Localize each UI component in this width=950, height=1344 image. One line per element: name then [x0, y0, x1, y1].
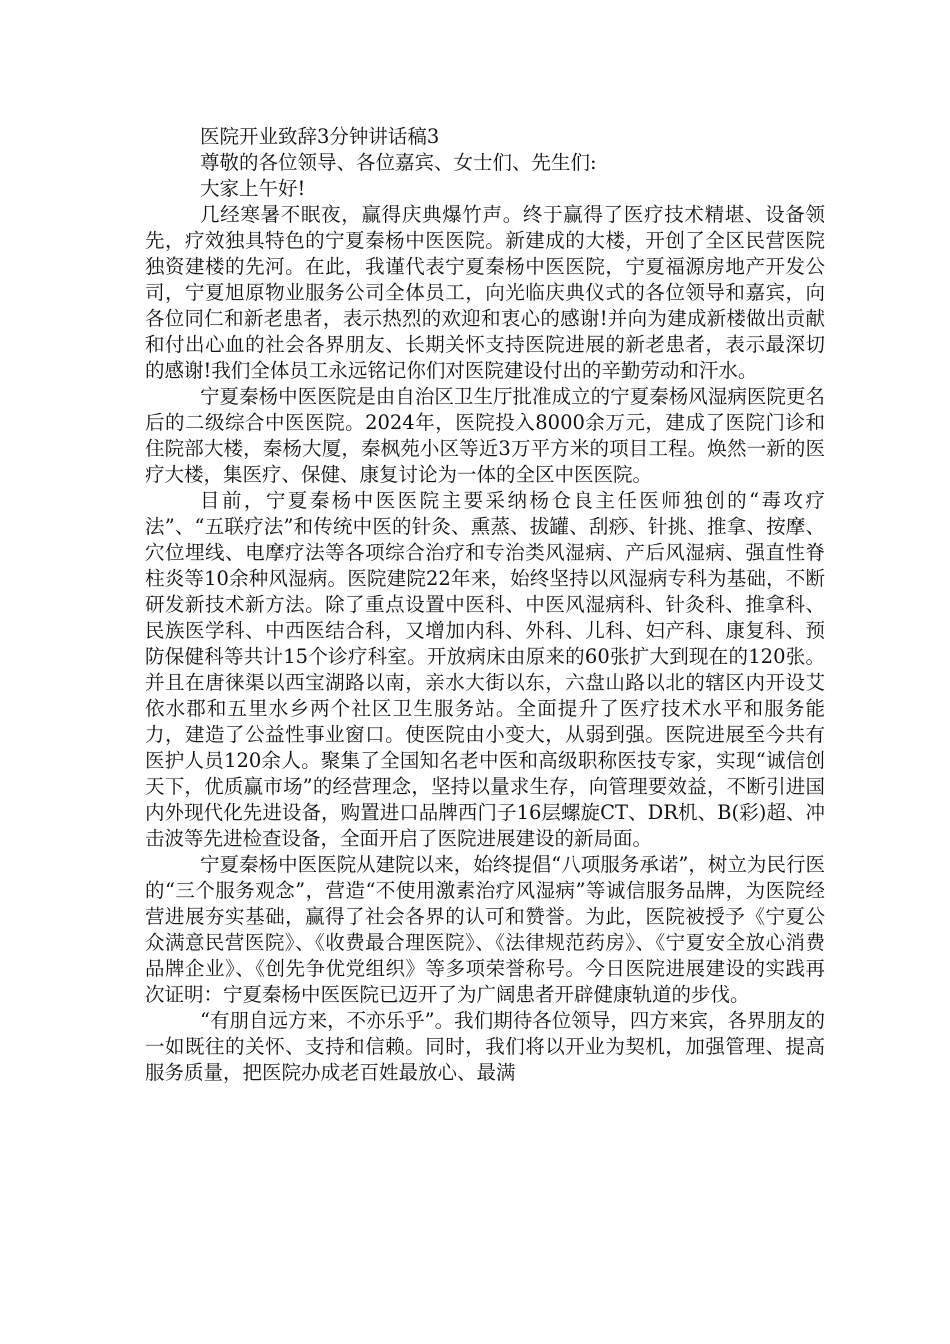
paragraph-hospital-intro: 宁夏秦杨中医医院是由自治区卫生厅批准成立的宁夏秦杨风湿病医院更名后的二级综合中医医院。2024年，医院投入8000余万元，建成了医院门诊和住院部大楼，秦杨大厦，秦枫苑小区等近3万平方米的项目工程。焕然一新的医疗大楼，集医疗、保健、康复讨论为一体的全区中医医院。	[145, 385, 825, 486]
document-page	[145, 124, 825, 1086]
paragraph-honors: 宁夏秦杨中医医院从建院以来，始终提倡“八项服务承诺”，树立为民行医的“三个服务观念”，营造“不使用激素治疗风湿病”等诚信服务品牌，为医院经营进展夯实基础，赢得了社会各界的认可和赞誉。为此，医院被授予《宁夏公众满意民营医院》、《收费最合理医院》、《法律规范药房》、《宁夏安全放心消费品牌企业》、《创先争优党组织》等多项荣誉称号。今日医院进展建设的实践再次证明：宁夏秦杨中医医院已迈开了为广阔患者开辟健康轨道的步伐。	[145, 853, 825, 1006]
paragraph-opening: 几经寒暑不眠夜，赢得庆典爆竹声。终于赢得了医疗技术精堪、设备领先，疗效独具特色的宁夏秦杨中医医院。新建成的大楼，开创了全区民营医院独资建楼的先河。在此，我谨代表宁夏秦杨中医医院，宁夏福源房地产开发公司，宁夏旭原物业服务公司全体员工，向光临庆典仪式的各位领导和嘉宾，向各位同仁和新老患者，表示热烈的欢迎和衷心的感谢!并向为建成新楼做出贡献和付出心血的社会各界朋友、长期关怀支持医院进展的新老患者，表示最深切的感谢!我们全体员工永远铭记你们对医院建设付出的辛勤劳动和汗水。	[145, 203, 825, 382]
paragraph-closing: “有朋自远方来，不亦乐乎”。我们期待各位领导，四方来宾，各界朋友的一如既往的关怀、支持和信赖。同时，我们将以开业为契机，加强管理、提高服务质量，把医院办成老百姓最放心、最满	[145, 1009, 825, 1084]
greeting: 大家上午好!	[200, 177, 306, 200]
document-title: 医院开业致辞3分钟讲话稿3	[200, 125, 440, 148]
paragraph-treatment-services: 目前，宁夏秦杨中医医院主要采纳杨仓良主任医师独创的“毒攻疗法”、“五联疗法”和传统中医的针灸、熏蒸、拔罐、刮痧、针挑、推拿、按摩、穴位埋线、电摩疗法等各项综合治疗和专治类风湿病、产后风湿病、强直性脊柱炎等10余种风湿病。医院建院22年来，始终坚持以风湿病专科为基础，不断研发新技术新方法。除了重点设置中医科、中医风湿病科、针灸科、推拿科、民族医学科、中西医结合科，又增加内科、外科、儿科、妇产科、康复科、预防保健科等共计15个诊疗科室。开放病床由原来的60张扩大到现在的120张。并且在唐徕渠以西宝湖路以南，亲水大街以东，六盘山路以北的辖区内开设艾依水郡和五里水乡两个社区卫生服务站。全面提升了医疗技术水平和服务能力，建造了公益性事业窗口。使医院由小变大，从弱到强。医院进展至今共有医护人员120余人。聚集了全国知名老中医和高级职称医技专家，实现“诚信创天下，优质赢市场”的经营理念，坚持以量求生存，向管理要效益，不断引进国内外现代化先进设备，购置进口品牌西门子16层螺旋CT、DR机、B(彩)超、冲击波等先进检查设备，全面开启了医院进展建设的新局面。	[145, 489, 825, 850]
salutation: 尊敬的各位领导、各位嘉宾、女士们、先生们:	[200, 151, 597, 174]
